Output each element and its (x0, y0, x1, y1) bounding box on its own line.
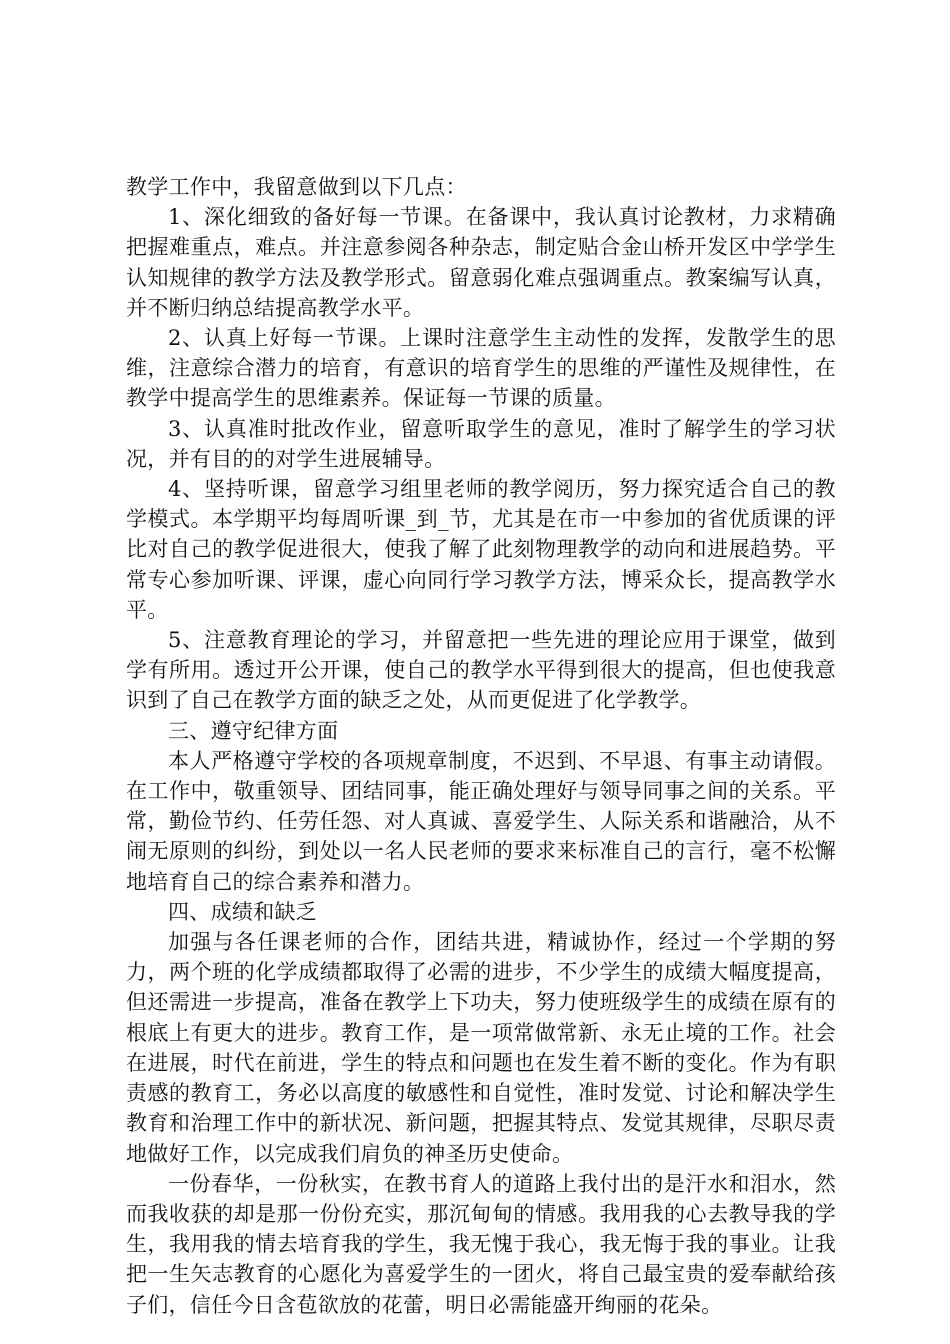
intro-paragraph: 教学工作中，我留意做到以下几点： (126, 175, 467, 199)
point-4-paragraph: 4、坚持听课，留意学习组里老师的教学阅历，努力探究适合自己的教学模式。本学期平均每周听课_到_节，尤其是在市一中参加的省优质课的评比对自己的教学促进很大，使我了解了此刻物理教学的动向和进展趋势。平常专心参加听课、评课，虚心向同行学习教学方法，博采众长，提高教学水平。 (126, 477, 836, 622)
point-3-paragraph: 3、认真准时批改作业，留意听取学生的意见，准时了解学生的学习状况，并有目的的对学生进展辅导。 (126, 416, 836, 471)
point-5-paragraph: 5、注意教育理论的学习，并留意把一些先进的理论应用于课堂，做到学有所用。透过开公开课，使自己的教学水平得到很大的提高，但也使我意识到了自己在教学方面的缺乏之处，从而更促进了化学教学。 (126, 628, 836, 713)
discipline-paragraph: 本人严格遵守学校的各项规章制度，不迟到、不早退、有事主动请假。在工作中，敬重领导、团结同事，能正确处理好与领导同事之间的关系。平常，勤俭节约、任劳任怨、对人真诚、喜爱学生、人际关系和谐融洽，从不闹无原则的纠纷，到处以一名人民老师的要求来标准自己的言行，毫不松懈地培育自己的综合素养和潜力。 (126, 748, 836, 894)
document-page (126, 172, 836, 1320)
achievements-paragraph: 加强与各任课老师的合作，团结共进，精诚协作，经过一个学期的努力，两个班的化学成绩都取得了必需的进步，不少学生的成绩大幅度提高，但还需进一步提高，准备在教学上下功夫，努力使班级学生的成绩在原有的根底上有更大的进步。教育工作，是一项常做常新、永无止境的工作。社会在进展，时代在前进，学生的特点和问题也在发生着不断的变化。作为有职责感的教育工，务必以高度的敏感性和自觉性，准时发觉、讨论和解决学生教育和治理工作中的新状况、新问题，把握其特点、发觉其规律，尽职尽责地做好工作，以完成我们肩负的神圣历史使命。 (126, 930, 836, 1166)
point-2-paragraph: 2、认真上好每一节课。上课时注意学生主动性的发挥，发散学生的思维，注意综合潜力的培育，有意识的培育学生的思维的严谨性及规律性，在教学中提高学生的思维素养。保证每一节课的质量。 (126, 326, 836, 411)
closing-paragraph: 一份春华，一份秋实，在教书育人的道路上我付出的是汗水和泪水，然而我收获的却是那一份份充实，那沉甸甸的情感。我用我的心去教导我的学生，我用我的情去培育我的学生，我无愧于我心，我无悔于我的事业。让我把一生矢志教育的心愿化为喜爱学生的一团火，将自己最宝贵的爱奉献给孩子们，信任今日含苞欲放的花蕾，明日必需能盛开绚丽的花朵。 (126, 1171, 836, 1317)
section-heading-discipline: 三、遵守纪律方面 (168, 718, 339, 743)
section-heading-achievements: 四、成绩和缺乏 (168, 899, 318, 924)
point-1-paragraph: 1、深化细致的备好每一节课。在备课中，我认真讨论教材，力求精确把握难重点，难点。并注意参阅各种杂志，制定贴合金山桥开发区中学学生认知规律的教学方法及教学形式。留意弱化难点强调重点。教案编写认真，并不断归纳总结提高教学水平。 (126, 205, 836, 320)
